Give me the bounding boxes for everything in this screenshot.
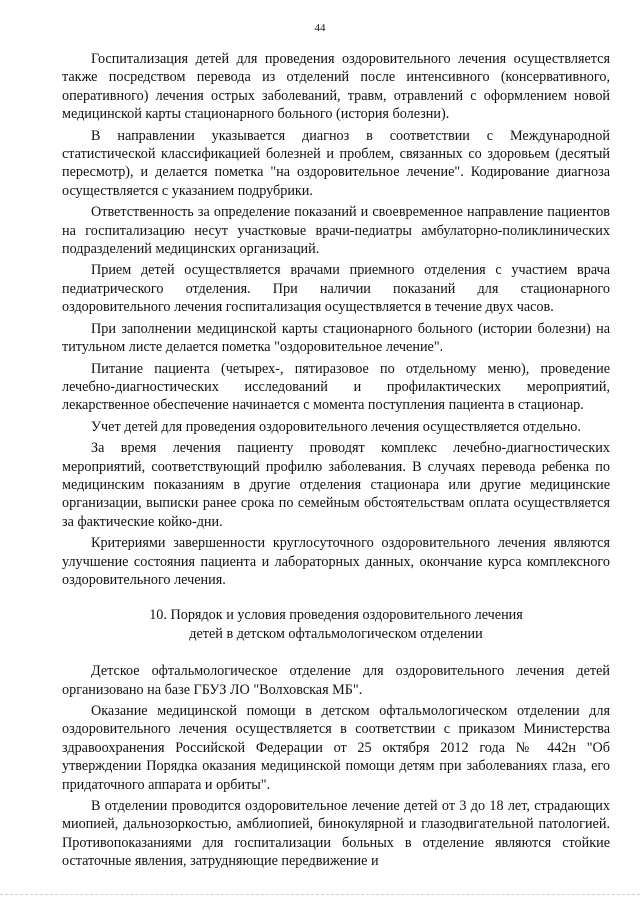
paragraph-nutrition: Питание пациента (четырех-, пятиразовое по отдельному меню), проведение лечебно-диагностических исследований и профилактических мероприятий, лекарственное обеспечение начинается с момента поступления пациента в стационар. xyxy=(62,360,610,414)
paragraph-treatment-complex: За время лечения пациенту проводят комплекс лечебно-диагностических мероприятий, соответствующий профилю заболевания. В случаях перевода ребенка по медицинским показаниям в другие отделения стационара или другие медицинские организации, выписки ранее срока по семейным обстоятельствам оплата осуществляется за фактические койко-дни. xyxy=(62,440,610,530)
paragraph-admission: Прием детей осуществляется врачами приемного отделения с участием врача педиатрического отделения. При наличии показаний для стационарного оздоровительного лечения госпитализация осуществляется в течение двух часов. xyxy=(62,262,610,316)
page-number: 44 xyxy=(314,22,326,34)
document-body xyxy=(62,50,610,874)
paragraph-completion-criteria: Критериями завершенности круглосуточного оздоровительного лечения являются улучшение состояния пациента и лабораторных данных, окончание курса комплексного оздоровительного лечения. xyxy=(62,535,610,588)
paragraph-accounting: Учет детей для проведения оздоровительного лечения осуществляется отдельно. xyxy=(91,418,581,435)
paragraph-hospitalization-transfer: Госпитализация детей для проведения оздоровительного лечения осуществляется также посредством перевода из отделений после интенсивного (консервативного, оперативного) лечения острых заболеваний, травм, отравлений с оформлением новой медицинской карты стационарного больного (история болезни). xyxy=(62,51,610,123)
section-heading xyxy=(62,606,610,643)
paragraph-responsibility: Ответственность за определение показаний и своевременное направление пациентов на госпитализацию несут участковые врачи-педиатры амбулаторно-поликлинических подразделений медицинских организаций. xyxy=(62,204,610,258)
paragraph-referral-diagnosis: В направлении указывается диагноз в соответствии с Международной статистической классификацией болезней и проблем, связанных со здоровьем (десятый пересмотр), и делается пометка "на оздоровительное лечение". Кодирование диагноза осуществляется с указанием подрубрики. xyxy=(62,127,610,199)
paragraph-age-contraindications: В отделении проводится оздоровительное лечение детей от 3 до 18 лет, страдающих миопией, дальнозоркостью, амблиопией, бинокулярной и глазодвигательной патологией. Противопоказаниями для госпитализации больных в отделение являются стойкие остаточные явления, затрудняющие передвижение и xyxy=(62,798,610,870)
page-bottom-divider xyxy=(0,894,640,895)
paragraph-order-reference: Оказание медицинской помощи в детском офтальмологическом отделении для оздоровительного лечения осуществляется в соответствии с приказом Министерства здравоохранения Российской Федерации от 25 октября 2012 года № 442н "Об утверждении Порядка оказания медицинской помощи детям при заболеваниях глаза, его придаточного аппарата и орбиты". xyxy=(62,703,610,793)
paragraph-medical-card: При заполнении медицинской карты стационарного больного (истории болезни) на титульном листе делается пометка "оздоровительное лечение". xyxy=(62,320,610,356)
section-heading-line-1: 10. Порядок и условия проведения оздоровительного лечения xyxy=(149,607,523,624)
paragraph-department-base: Детское офтальмологическое отделение для оздоровительного лечения детей организовано на базе ГБУЗ ЛО "Волховская МБ". xyxy=(62,663,610,698)
section-heading-line-2: детей в детском офтальмологическом отделении xyxy=(189,625,483,642)
